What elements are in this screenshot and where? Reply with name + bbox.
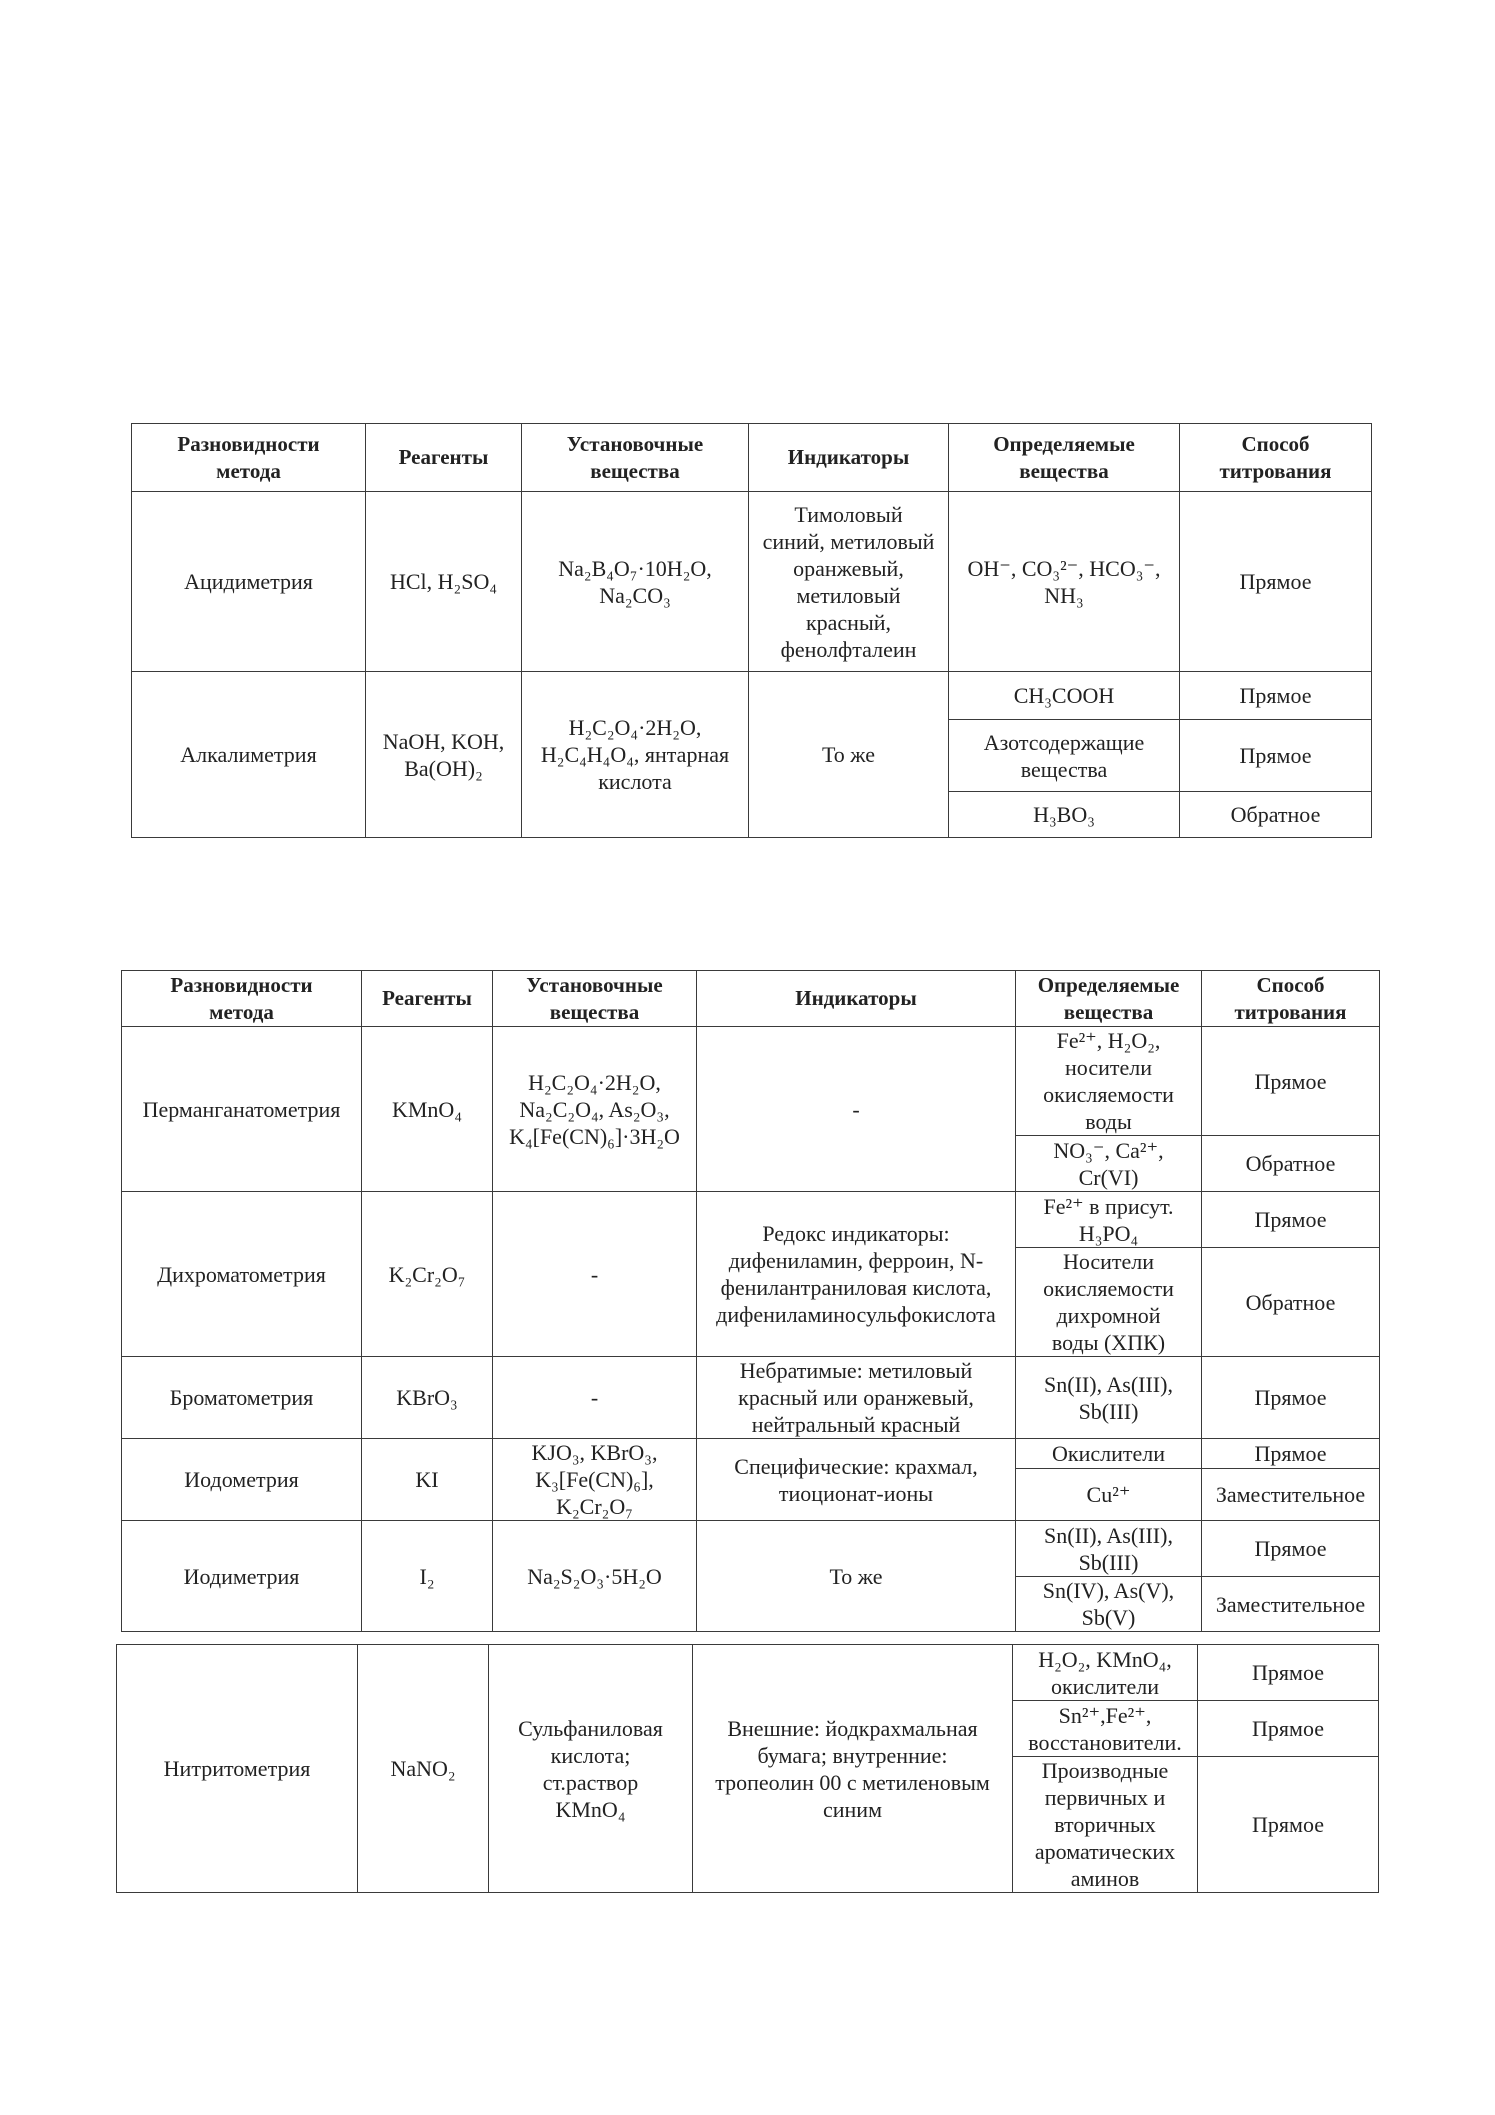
- indicators-cell: То же: [697, 1521, 1016, 1632]
- analytes-cell: H₃BO₃: [949, 792, 1180, 838]
- standards-cell: -: [493, 1357, 697, 1439]
- analytes-cell: Sn(II), As(III), Sb(III): [1016, 1357, 1202, 1439]
- method-cell: Ацидиметрия: [132, 492, 366, 672]
- header-analytes: Определяемые вещества: [1016, 971, 1202, 1027]
- analytes-cell: Sn(II), As(III), Sb(III): [1016, 1521, 1202, 1577]
- standards-cell: Сульфаниловая кислота; ст.раствор KMnO₄: [489, 1645, 693, 1893]
- indicators-cell: Тимоловый синий, метиловый оранжевый, метиловый красный, фенолфталеин: [749, 492, 949, 672]
- method-cell: Перманганатометрия: [122, 1027, 362, 1192]
- indicators-cell: -: [697, 1027, 1016, 1192]
- standards-cell: KJO₃, KBrO₃, K₃[Fe(CN)₆], K₂Cr₂O₇: [493, 1439, 697, 1521]
- analytes-cell: Окислители: [1016, 1439, 1202, 1469]
- table-row: [132, 672, 1372, 720]
- reagents-cell: KI: [362, 1439, 493, 1521]
- analytes-cell: Fe²⁺, H₂O₂, носители окисляемости воды: [1016, 1027, 1202, 1136]
- table-row: [122, 1521, 1380, 1577]
- mode-cell: Прямое: [1198, 1645, 1379, 1701]
- header-indicators: Индикаторы: [749, 424, 949, 492]
- analytes-cell: Fe²⁺ в присут. H₃PO₄: [1016, 1192, 1202, 1248]
- analytes-cell: Sn(IV), As(V), Sb(V): [1016, 1577, 1202, 1632]
- indicators-cell: Небратимые: метиловый красный или оранжевый, нейтральный красный: [697, 1357, 1016, 1439]
- reagents-cell: KMnO₄: [362, 1027, 493, 1192]
- header-indicators: Индикаторы: [697, 971, 1016, 1027]
- method-cell: Алкалиметрия: [132, 672, 366, 838]
- method-cell: Иодиметрия: [122, 1521, 362, 1632]
- analytes-cell: Cu²⁺: [1016, 1469, 1202, 1521]
- mode-cell: Прямое: [1202, 1439, 1380, 1469]
- table-row: [122, 1357, 1380, 1439]
- mode-cell: Прямое: [1198, 1701, 1379, 1757]
- mode-cell: Заместительное: [1202, 1469, 1380, 1521]
- nitritometry-table: [116, 1644, 1379, 1893]
- mode-cell: Обратное: [1202, 1136, 1380, 1192]
- mode-cell: Обратное: [1202, 1248, 1380, 1357]
- mode-cell: Прямое: [1180, 720, 1372, 792]
- mode-cell: Обратное: [1180, 792, 1372, 838]
- indicators-cell: Редокс индикаторы: дифениламин, ферроин, N- фенилантраниловая кислота, дифениламиносульфокислота: [697, 1192, 1016, 1357]
- indicators-cell: То же: [749, 672, 949, 838]
- mode-cell: Прямое: [1202, 1027, 1380, 1136]
- header-mode: Способ титрования: [1180, 424, 1372, 492]
- analytes-cell: Носители окисляемости дихромной воды (ХПК): [1016, 1248, 1202, 1357]
- reagents-cell: HCl, H₂SO₄: [366, 492, 522, 672]
- analytes-cell: CH₃COOH: [949, 672, 1180, 720]
- table-row: [122, 1439, 1380, 1469]
- standards-cell: H₂C₂O₄·2H₂O, Na₂C₂O₄, As₂O₃, K₄[Fe(CN)₆]·3H₂O: [493, 1027, 697, 1192]
- header-standards: Установочные вещества: [522, 424, 749, 492]
- analytes-cell: H₂O₂, KMnO₄, окислители: [1013, 1645, 1198, 1701]
- standards-cell: -: [493, 1192, 697, 1357]
- mode-cell: Прямое: [1202, 1357, 1380, 1439]
- standards-cell: H₂C₂O₄·2H₂O, H₂C₄H₄O₄, янтарная кислота: [522, 672, 749, 838]
- analytes-cell: NO₃⁻, Ca²⁺, Cr(VI): [1016, 1136, 1202, 1192]
- header-reagents: Реагенты: [362, 971, 493, 1027]
- mode-cell: Прямое: [1202, 1521, 1380, 1577]
- reagents-cell: I₂: [362, 1521, 493, 1632]
- header-row: [132, 424, 1372, 492]
- reagents-cell: K₂Cr₂O₇: [362, 1192, 493, 1357]
- mode-cell: Прямое: [1198, 1757, 1379, 1893]
- header-mode: Способ титрования: [1202, 971, 1380, 1027]
- analytes-cell: Производные первичных и вторичных ароматических аминов: [1013, 1757, 1198, 1893]
- reagents-cell: NaNO₂: [358, 1645, 489, 1893]
- header-row: [122, 971, 1380, 1027]
- method-cell: Нитритометрия: [117, 1645, 358, 1893]
- analytes-cell: OH⁻, CO₃²⁻, HCO₃⁻, NH₃: [949, 492, 1180, 672]
- table-row: [132, 492, 1372, 672]
- standards-cell: Na₂B₄O₇·10H₂O, Na₂CO₃: [522, 492, 749, 672]
- analytes-cell: Sn²⁺,Fe²⁺, восстановители.: [1013, 1701, 1198, 1757]
- standards-cell: Na₂S₂O₃·5H₂O: [493, 1521, 697, 1632]
- analytes-cell: Азотсодержащие вещества: [949, 720, 1180, 792]
- method-cell: Броматометрия: [122, 1357, 362, 1439]
- redox-titration-table: [121, 970, 1380, 1632]
- table-row: [122, 1192, 1380, 1248]
- table-row: [117, 1645, 1379, 1701]
- mode-cell: Прямое: [1202, 1192, 1380, 1248]
- acid-base-titration-table: [131, 423, 1372, 838]
- indicators-cell: Внешние: йодкрахмальная бумага; внутренние: тропеолин 00 с метиленовым синим: [693, 1645, 1013, 1893]
- header-method: Разновидности метода: [122, 971, 362, 1027]
- mode-cell: Прямое: [1180, 672, 1372, 720]
- header-analytes: Определяемые вещества: [949, 424, 1180, 492]
- header-standards: Установочные вещества: [493, 971, 697, 1027]
- header-reagents: Реагенты: [366, 424, 522, 492]
- reagents-cell: NaOH, KOH, Ba(OH)₂: [366, 672, 522, 838]
- mode-cell: Прямое: [1180, 492, 1372, 672]
- mode-cell: Заместительное: [1202, 1577, 1380, 1632]
- table-row: [122, 1027, 1380, 1136]
- reagents-cell: KBrO₃: [362, 1357, 493, 1439]
- indicators-cell: Специфические: крахмал, тиоционат-ионы: [697, 1439, 1016, 1521]
- method-cell: Иодометрия: [122, 1439, 362, 1521]
- header-method: Разновидности метода: [132, 424, 366, 492]
- method-cell: Дихроматометрия: [122, 1192, 362, 1357]
